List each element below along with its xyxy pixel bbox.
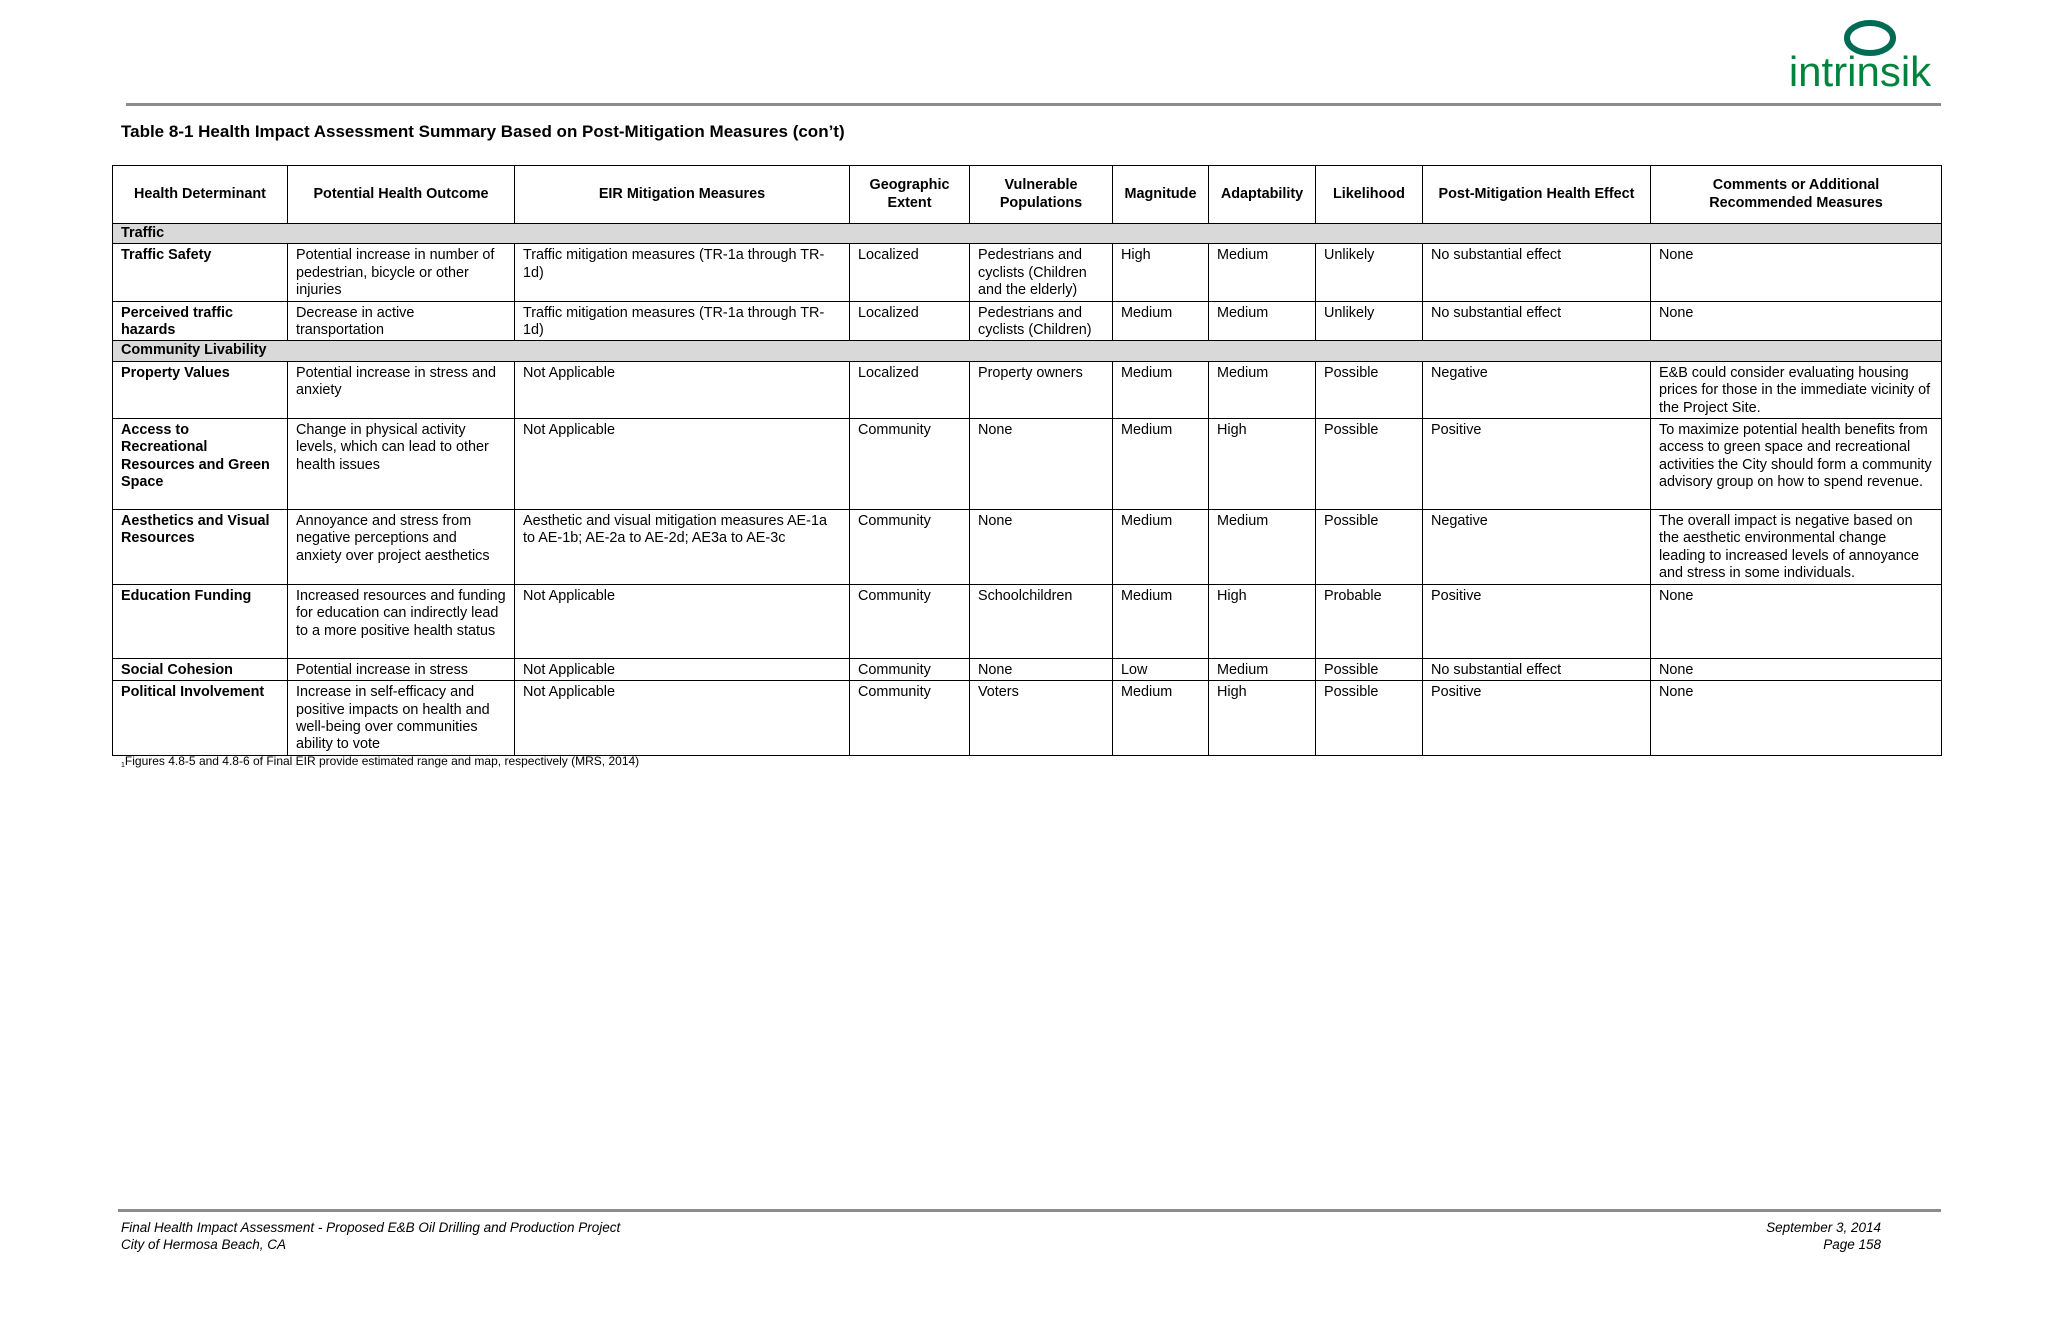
cell-comments: To maximize potential health benefits from access to green space and recreational activities the City should form a community advisory group on how to spend revenue. xyxy=(1651,419,1942,510)
cell-outcome: Potential increase in number of pedestrian, bicycle or other injuries xyxy=(288,244,515,301)
cell-outcome: Increased resources and funding for education can indirectly lead to a more positive health status xyxy=(288,584,515,658)
cell-adaptability: Medium xyxy=(1209,658,1316,680)
cell-populations: Property owners xyxy=(970,361,1113,418)
cell-extent: Community xyxy=(850,419,970,510)
footer-location: City of Hermosa Beach, CA xyxy=(121,1237,287,1252)
footnote-text: Figures 4.8-5 and 4.8-6 of Final EIR provide estimated range and map, respectively (MRS, 2014) xyxy=(124,754,640,768)
cell-effect: Positive xyxy=(1423,584,1651,658)
section-row xyxy=(113,341,1942,361)
col-header: Potential Health Outcome xyxy=(288,166,515,224)
col-header: Geographic Extent xyxy=(850,166,970,224)
cell-magnitude: Medium xyxy=(1113,361,1209,418)
col-header: Adaptability xyxy=(1209,166,1316,224)
cell-extent: Localized xyxy=(850,301,970,341)
col-header: Post-Mitigation Health Effect xyxy=(1423,166,1651,224)
cell-adaptability: High xyxy=(1209,419,1316,510)
cell-populations: None xyxy=(970,658,1113,680)
col-header: Likelihood xyxy=(1316,166,1423,224)
cell-determinant: Perceived traffic hazards xyxy=(113,301,288,341)
section-label: Community Livability xyxy=(113,341,1942,361)
cell-effect: Negative xyxy=(1423,510,1651,585)
cell-magnitude: Medium xyxy=(1113,584,1209,658)
cell-likelihood: Unlikely xyxy=(1316,301,1423,341)
footer-page-number: Page 158 xyxy=(1823,1237,1881,1252)
cell-effect: Positive xyxy=(1423,419,1651,510)
footnote-marker: 1 xyxy=(121,762,125,769)
cell-determinant: Aesthetics and Visual Resources xyxy=(113,510,288,585)
health-impact-table xyxy=(112,165,1942,756)
cell-magnitude: Low xyxy=(1113,658,1209,680)
footer-left xyxy=(121,1219,620,1253)
cell-comments: None xyxy=(1651,658,1942,680)
col-header: Magnitude xyxy=(1113,166,1209,224)
cell-mitigation: Not Applicable xyxy=(515,419,850,510)
cell-outcome: Decrease in active transportation xyxy=(288,301,515,341)
cell-populations: None xyxy=(970,419,1113,510)
cell-comments: None xyxy=(1651,681,1942,756)
cell-populations: Pedestrians and cyclists (Children and the elderly) xyxy=(970,244,1113,301)
cell-mitigation: Not Applicable xyxy=(515,584,850,658)
cell-extent: Localized xyxy=(850,361,970,418)
cell-mitigation: Not Applicable xyxy=(515,361,850,418)
logo-wordmark: intrinsik xyxy=(1788,48,1932,94)
cell-determinant: Education Funding xyxy=(113,584,288,658)
col-header: Vulnerable Populations xyxy=(970,166,1113,224)
section-row xyxy=(113,224,1942,244)
cell-mitigation: Aesthetic and visual mitigation measures AE-1a to AE-1b; AE-2a to AE-2d; AE3a to AE-3c xyxy=(515,510,850,585)
footer-document-title: Final Health Impact Assessment - Proposed E&B Oil Drilling and Production Project xyxy=(121,1220,621,1235)
cell-extent: Community xyxy=(850,681,970,756)
cell-magnitude: Medium xyxy=(1113,301,1209,341)
cell-effect: No substantial effect xyxy=(1423,301,1651,341)
col-header: Comments or Additional Recommended Measures xyxy=(1651,166,1942,224)
cell-likelihood: Possible xyxy=(1316,510,1423,585)
table-row xyxy=(113,244,1942,301)
cell-effect: No substantial effect xyxy=(1423,244,1651,301)
cell-likelihood: Possible xyxy=(1316,419,1423,510)
table-row xyxy=(113,658,1942,680)
section-label: Traffic xyxy=(113,224,1942,244)
footer-right xyxy=(1766,1219,1881,1253)
cell-extent: Localized xyxy=(850,244,970,301)
table-row xyxy=(113,584,1942,658)
cell-likelihood: Unlikely xyxy=(1316,244,1423,301)
cell-determinant: Property Values xyxy=(113,361,288,418)
cell-effect: Negative xyxy=(1423,361,1651,418)
cell-outcome: Annoyance and stress from negative perceptions and anxiety over project aesthetics xyxy=(288,510,515,585)
cell-determinant: Traffic Safety xyxy=(113,244,288,301)
cell-extent: Community xyxy=(850,584,970,658)
cell-outcome: Potential increase in stress xyxy=(288,658,515,680)
header-row xyxy=(113,166,1942,224)
cell-likelihood: Possible xyxy=(1316,658,1423,680)
cell-populations: None xyxy=(970,510,1113,585)
cell-extent: Community xyxy=(850,510,970,585)
intrinsik-logo xyxy=(1786,18,1934,94)
cell-populations: Schoolchildren xyxy=(970,584,1113,658)
cell-likelihood: Possible xyxy=(1316,361,1423,418)
cell-effect: No substantial effect xyxy=(1423,658,1651,680)
cell-effect: Positive xyxy=(1423,681,1651,756)
col-header: Health Determinant xyxy=(113,166,288,224)
cell-mitigation: Not Applicable xyxy=(515,658,850,680)
cell-outcome: Change in physical activity levels, which can lead to other health issues xyxy=(288,419,515,510)
cell-populations: Voters xyxy=(970,681,1113,756)
table-row xyxy=(113,419,1942,510)
footer-date: September 3, 2014 xyxy=(1766,1220,1881,1235)
cell-comments: None xyxy=(1651,301,1942,341)
table-footnote xyxy=(121,754,639,768)
cell-outcome: Potential increase in stress and anxiety xyxy=(288,361,515,418)
cell-comments: None xyxy=(1651,244,1942,301)
cell-adaptability: Medium xyxy=(1209,510,1316,585)
col-header: EIR Mitigation Measures xyxy=(515,166,850,224)
cell-outcome: Increase in self-efficacy and positive impacts on health and well-being over communities ability to vote xyxy=(288,681,515,756)
footer-rule xyxy=(118,1209,1941,1212)
cell-comments: The overall impact is negative based on the aesthetic environmental change leading to increased levels of annoyance and stress in some individuals. xyxy=(1651,510,1942,585)
table-row xyxy=(113,361,1942,418)
cell-adaptability: Medium xyxy=(1209,361,1316,418)
cell-comments: None xyxy=(1651,584,1942,658)
cell-determinant: Access to Recreational Resources and Green Space xyxy=(113,419,288,510)
cell-likelihood: Possible xyxy=(1316,681,1423,756)
cell-mitigation: Traffic mitigation measures (TR-1a through TR-1d) xyxy=(515,244,850,301)
cell-determinant: Political Involvement xyxy=(113,681,288,756)
cell-adaptability: Medium xyxy=(1209,301,1316,341)
cell-determinant: Social Cohesion xyxy=(113,658,288,680)
cell-adaptability: High xyxy=(1209,584,1316,658)
cell-extent: Community xyxy=(850,658,970,680)
cell-likelihood: Probable xyxy=(1316,584,1423,658)
cell-magnitude: Medium xyxy=(1113,681,1209,756)
cell-magnitude: High xyxy=(1113,244,1209,301)
table-row xyxy=(113,510,1942,585)
cell-adaptability: Medium xyxy=(1209,244,1316,301)
table-row xyxy=(113,301,1942,341)
cell-adaptability: High xyxy=(1209,681,1316,756)
cell-magnitude: Medium xyxy=(1113,510,1209,585)
cell-populations: Pedestrians and cyclists (Children) xyxy=(970,301,1113,341)
cell-mitigation: Not Applicable xyxy=(515,681,850,756)
cell-magnitude: Medium xyxy=(1113,419,1209,510)
table-row xyxy=(113,681,1942,756)
cell-comments: E&B could consider evaluating housing prices for those in the immediate vicinity of the Project Site. xyxy=(1651,361,1942,418)
header-rule xyxy=(126,103,1941,106)
table-title: Table 8-1 Health Impact Assessment Summary Based on Post-Mitigation Measures (con’t) xyxy=(121,122,845,141)
logo-graphic xyxy=(1786,18,1934,94)
cell-mitigation: Traffic mitigation measures (TR-1a through TR-1d) xyxy=(515,301,850,341)
